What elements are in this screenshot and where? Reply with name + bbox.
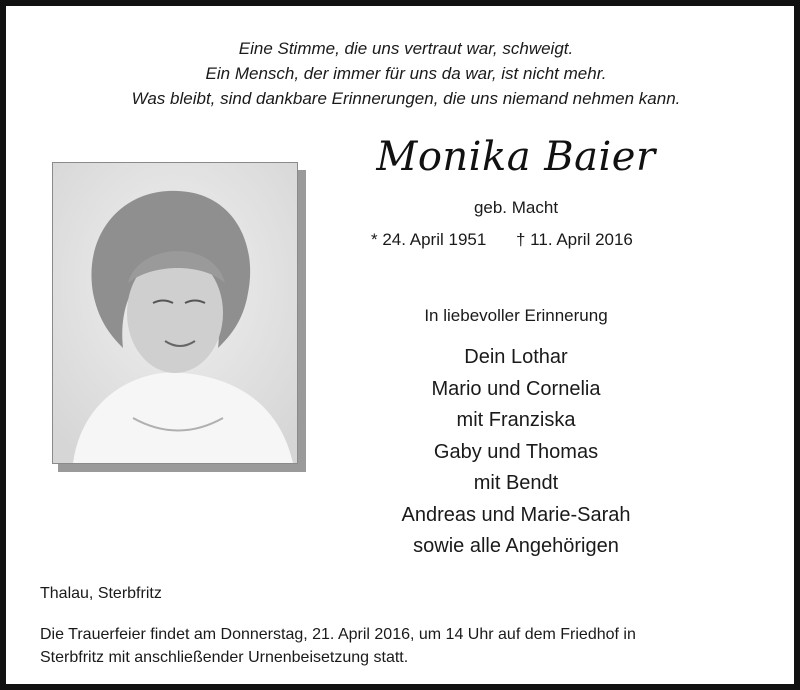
verse-line: Eine Stimme, die uns vertraut war, schweigt. xyxy=(238,39,574,58)
service-info xyxy=(40,623,780,669)
mourner-entry: mit Franziska xyxy=(456,409,576,431)
mourner-entry: Andreas und Marie-Sarah xyxy=(401,503,631,526)
mourner-entry: Dein Lothar xyxy=(464,346,568,368)
service-line: Sterbfritz mit anschließender Urnenbeisetzung statt. xyxy=(40,649,409,666)
verse-line: Was bleibt, sind dankbare Erinnerungen, die uns niemand nehmen kann. xyxy=(131,89,681,108)
memory-line: In liebevoller Erinnerung xyxy=(424,306,608,325)
places: Thalau, Sterbfritz xyxy=(40,585,162,602)
mourner-entry: Mario und Cornelia xyxy=(431,377,601,400)
deceased-name: Monika Baier xyxy=(376,134,656,180)
service-line: Die Trauerfeier findet am Donnerstag, 21. April 2016, um 14 Uhr auf dem Friedhof in xyxy=(40,626,636,643)
birth-name: geb. Macht xyxy=(473,198,559,217)
mourner-entry: Gaby und Thomas xyxy=(433,440,599,463)
verse-line: Ein Mensch, der immer für uns da war, ist nicht mehr. xyxy=(205,64,607,83)
mourner-entry: sowie alle Angehörigen xyxy=(413,535,619,557)
portrait-image xyxy=(53,163,297,463)
mourners-list xyxy=(326,342,706,563)
death-date: † 11. April 2016 xyxy=(516,230,633,249)
mourner-entry: mit Bendt xyxy=(473,472,559,494)
portrait-photo xyxy=(52,162,298,464)
birth-date: * 24. April 1951 xyxy=(371,230,487,249)
memorial-verse xyxy=(46,36,766,111)
